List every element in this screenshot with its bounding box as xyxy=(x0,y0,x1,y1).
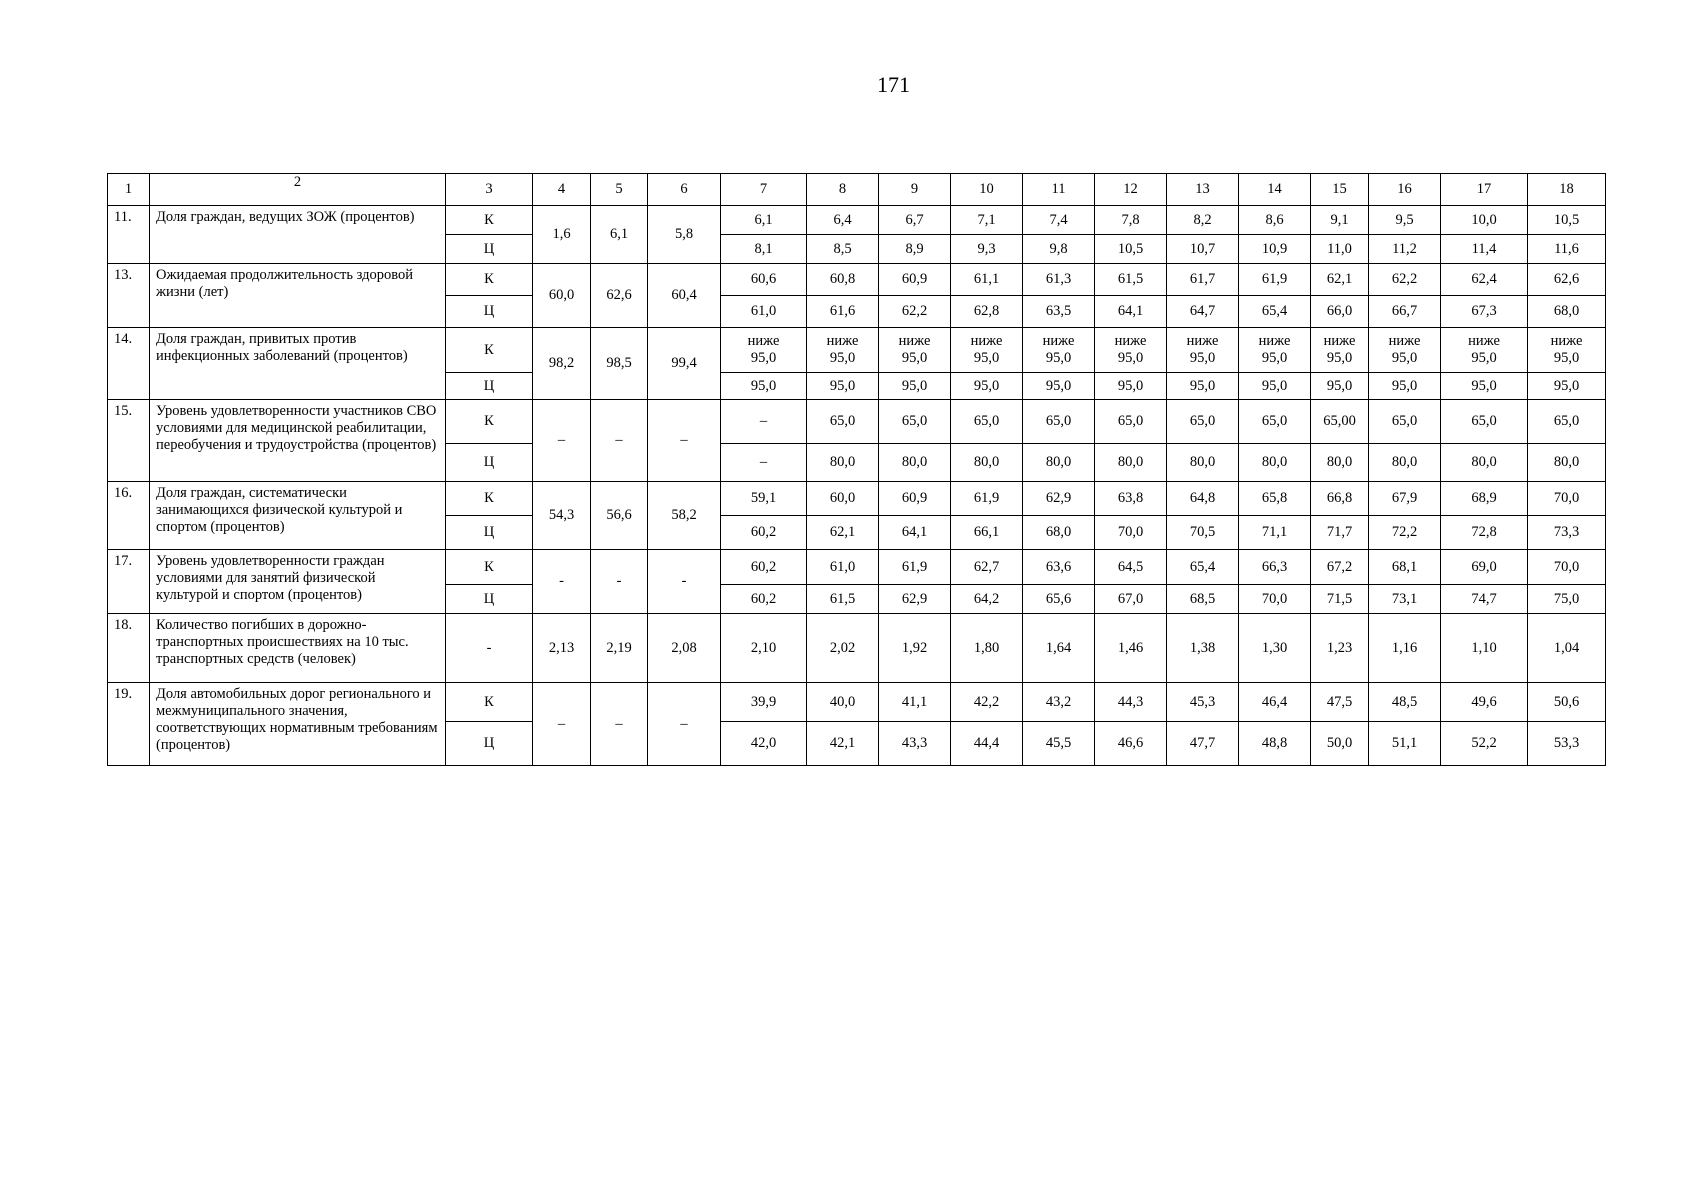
base-value: 56,6 xyxy=(591,482,648,550)
value-cell: 65,0 xyxy=(1095,400,1167,444)
table-row xyxy=(108,482,1606,516)
value-cell: 7,4 xyxy=(1023,206,1095,235)
base-value: 98,2 xyxy=(533,328,591,400)
value-cell: 45,5 xyxy=(1023,722,1095,766)
value-cell: 9,5 xyxy=(1369,206,1441,235)
value-cell: 63,5 xyxy=(1023,296,1095,328)
value-cell xyxy=(1239,328,1311,373)
type-c: Ц xyxy=(446,373,533,400)
value-cell: 62,2 xyxy=(879,296,951,328)
value-cell: 60,9 xyxy=(879,482,951,516)
value-cell: 67,9 xyxy=(1369,482,1441,516)
base-value: – xyxy=(533,683,591,766)
table-row xyxy=(108,206,1606,235)
header-cell: 14 xyxy=(1239,174,1311,206)
indicator-name: Доля граждан, ведущих ЗОЖ (процентов) xyxy=(150,206,446,264)
value-cell: 61,0 xyxy=(721,296,807,328)
value-cell: 10,5 xyxy=(1528,206,1606,235)
value-cell: 46,6 xyxy=(1095,722,1167,766)
value-cell: 1,80 xyxy=(951,614,1023,683)
value-cell: 61,0 xyxy=(807,550,879,585)
base-value: - xyxy=(648,550,721,614)
below-word: ниже xyxy=(1258,333,1291,349)
value-cell: 42,1 xyxy=(807,722,879,766)
value-cell: 60,0 xyxy=(807,482,879,516)
header-cell: 16 xyxy=(1369,174,1441,206)
value-cell: – xyxy=(721,400,807,444)
value-cell: 1,38 xyxy=(1167,614,1239,683)
value-cell xyxy=(807,328,879,373)
value-cell: 71,5 xyxy=(1311,585,1369,614)
row-number: 14. xyxy=(108,328,150,400)
value-number: 95,0 xyxy=(750,350,777,366)
value-cell: 48,5 xyxy=(1369,683,1441,722)
value-cell: 80,0 xyxy=(951,444,1023,482)
value-cell: 95,0 xyxy=(879,373,951,400)
value-cell: 67,2 xyxy=(1311,550,1369,585)
value-cell: 95,0 xyxy=(721,373,807,400)
header-cell: 10 xyxy=(951,174,1023,206)
header-cell: 15 xyxy=(1311,174,1369,206)
type-k: К xyxy=(446,683,533,722)
value-cell: 60,8 xyxy=(807,264,879,296)
value-cell: 1,46 xyxy=(1095,614,1167,683)
base-value: 5,8 xyxy=(648,206,721,264)
value-cell xyxy=(951,328,1023,373)
value-cell: 95,0 xyxy=(1369,373,1441,400)
value-cell: 41,1 xyxy=(879,683,951,722)
value-cell: 63,6 xyxy=(1023,550,1095,585)
header-cell: 1 xyxy=(108,174,150,206)
value-cell: 68,5 xyxy=(1167,585,1239,614)
value-cell: 66,1 xyxy=(951,516,1023,550)
value-cell: 2,10 xyxy=(721,614,807,683)
value-number: 95,0 xyxy=(1391,350,1418,366)
value-cell: 61,9 xyxy=(879,550,951,585)
below-word: ниже xyxy=(1186,333,1219,349)
value-cell: 80,0 xyxy=(1441,444,1528,482)
header-row xyxy=(108,174,1606,206)
header-cell: 2 xyxy=(150,174,446,206)
type-c: Ц xyxy=(446,722,533,766)
type-c: Ц xyxy=(446,444,533,482)
table-row xyxy=(108,328,1606,373)
value-number: 95,0 xyxy=(1261,350,1288,366)
value-cell: 44,4 xyxy=(951,722,1023,766)
value-number: 95,0 xyxy=(1045,350,1072,366)
below-word: ниже xyxy=(1468,333,1500,349)
header-cell: 3 xyxy=(446,174,533,206)
base-value: – xyxy=(591,683,648,766)
value-cell: 80,0 xyxy=(1167,444,1239,482)
value-cell: 65,4 xyxy=(1239,296,1311,328)
value-cell: 50,6 xyxy=(1528,683,1606,722)
value-cell: 48,8 xyxy=(1239,722,1311,766)
value-cell: 40,0 xyxy=(807,683,879,722)
value-cell: 62,9 xyxy=(879,585,951,614)
row-number: 17. xyxy=(108,550,150,614)
value-cell: 65,0 xyxy=(1369,400,1441,444)
value-cell: 65,0 xyxy=(807,400,879,444)
value-cell: 10,7 xyxy=(1167,235,1239,264)
row-number: 19. xyxy=(108,683,150,766)
value-cell: 64,1 xyxy=(879,516,951,550)
row-number: 16. xyxy=(108,482,150,550)
value-cell: 8,6 xyxy=(1239,206,1311,235)
value-cell: 73,3 xyxy=(1528,516,1606,550)
value-cell: 64,2 xyxy=(951,585,1023,614)
value-cell: 47,5 xyxy=(1311,683,1369,722)
base-value: – xyxy=(648,400,721,482)
value-cell: 95,0 xyxy=(1311,373,1369,400)
value-cell: 66,8 xyxy=(1311,482,1369,516)
table-row xyxy=(108,400,1606,444)
base-value: 1,6 xyxy=(533,206,591,264)
value-cell: 42,2 xyxy=(951,683,1023,722)
value-cell: 8,5 xyxy=(807,235,879,264)
value-cell: 61,6 xyxy=(807,296,879,328)
value-cell: 70,0 xyxy=(1095,516,1167,550)
value-cell: 80,0 xyxy=(1369,444,1441,482)
value-cell: 71,7 xyxy=(1311,516,1369,550)
value-cell: 70,0 xyxy=(1239,585,1311,614)
base-value: – xyxy=(533,400,591,482)
table-row xyxy=(108,614,1606,683)
value-cell: 1,23 xyxy=(1311,614,1369,683)
base-value: 99,4 xyxy=(648,328,721,400)
header-cell: 9 xyxy=(879,174,951,206)
value-cell: 68,0 xyxy=(1023,516,1095,550)
value-cell: 67,0 xyxy=(1095,585,1167,614)
value-cell: 65,8 xyxy=(1239,482,1311,516)
indicator-name: Доля автомобильных дорог регионального и межмуниципального значения, соответствующих нормативным требованиям (процентов) xyxy=(150,683,446,766)
value-cell: 52,2 xyxy=(1441,722,1528,766)
indicators-table xyxy=(107,173,1606,766)
value-cell: 60,2 xyxy=(721,516,807,550)
value-cell: 61,9 xyxy=(1239,264,1311,296)
value-cell: 64,1 xyxy=(1095,296,1167,328)
value-cell: 73,1 xyxy=(1369,585,1441,614)
value-cell: 65,0 xyxy=(879,400,951,444)
type-k: К xyxy=(446,482,533,516)
header-cell: 5 xyxy=(591,174,648,206)
value-cell: 46,4 xyxy=(1239,683,1311,722)
value-cell: 95,0 xyxy=(1023,373,1095,400)
base-value: 2,08 xyxy=(648,614,721,683)
type-k: К xyxy=(446,206,533,235)
type-c: Ц xyxy=(446,516,533,550)
value-cell: 80,0 xyxy=(807,444,879,482)
table-row xyxy=(108,683,1606,722)
base-value: 2,13 xyxy=(533,614,591,683)
value-cell: 95,0 xyxy=(1441,373,1528,400)
value-cell: 65,0 xyxy=(1441,400,1528,444)
value-cell: 7,1 xyxy=(951,206,1023,235)
value-cell: 68,1 xyxy=(1369,550,1441,585)
value-cell: 1,30 xyxy=(1239,614,1311,683)
value-cell: 6,1 xyxy=(721,206,807,235)
type-k: К xyxy=(446,264,533,296)
header-cell: 18 xyxy=(1528,174,1606,206)
type-c: Ц xyxy=(446,296,533,328)
value-number: 95,0 xyxy=(901,350,928,366)
table-row xyxy=(108,550,1606,585)
value-cell: 61,5 xyxy=(807,585,879,614)
value-cell xyxy=(1441,328,1528,373)
value-cell xyxy=(1311,328,1369,373)
base-value: - xyxy=(591,550,648,614)
header-cell: 8 xyxy=(807,174,879,206)
value-cell: 62,1 xyxy=(807,516,879,550)
below-word: ниже xyxy=(1114,333,1147,349)
value-cell: 62,4 xyxy=(1441,264,1528,296)
header-cell: 4 xyxy=(533,174,591,206)
base-value: – xyxy=(648,683,721,766)
value-cell: 74,7 xyxy=(1441,585,1528,614)
value-cell xyxy=(721,328,807,373)
value-cell: 65,6 xyxy=(1023,585,1095,614)
indicator-name: Количество погибших в дорожно-транспортных происшествиях на 10 тыс. транспортных средств (человек) xyxy=(150,614,446,683)
base-value: – xyxy=(591,400,648,482)
below-word: ниже xyxy=(826,333,859,349)
header-cell: 11 xyxy=(1023,174,1095,206)
value-cell: 62,2 xyxy=(1369,264,1441,296)
value-cell: 1,92 xyxy=(879,614,951,683)
value-cell: 50,0 xyxy=(1311,722,1369,766)
value-cell: 65,4 xyxy=(1167,550,1239,585)
value-cell: 39,9 xyxy=(721,683,807,722)
header-cell: 6 xyxy=(648,174,721,206)
value-number: 95,0 xyxy=(1553,350,1580,366)
row-number: 18. xyxy=(108,614,150,683)
value-cell: 69,0 xyxy=(1441,550,1528,585)
below-word: ниже xyxy=(970,333,1003,349)
row-number: 15. xyxy=(108,400,150,482)
base-value: - xyxy=(533,550,591,614)
value-cell: 8,2 xyxy=(1167,206,1239,235)
below-word: ниже xyxy=(1042,333,1075,349)
type-cell: - xyxy=(446,614,533,683)
value-cell: 9,1 xyxy=(1311,206,1369,235)
table-row xyxy=(108,264,1606,296)
value-cell: 6,7 xyxy=(879,206,951,235)
value-cell: 7,8 xyxy=(1095,206,1167,235)
value-cell: 10,0 xyxy=(1441,206,1528,235)
value-cell: 62,7 xyxy=(951,550,1023,585)
value-cell: 65,00 xyxy=(1311,400,1369,444)
header-cell: 12 xyxy=(1095,174,1167,206)
value-cell: 62,6 xyxy=(1528,264,1606,296)
value-cell: 80,0 xyxy=(879,444,951,482)
value-cell: 64,7 xyxy=(1167,296,1239,328)
value-cell: 66,3 xyxy=(1239,550,1311,585)
value-cell: 65,0 xyxy=(951,400,1023,444)
value-cell: 51,1 xyxy=(1369,722,1441,766)
value-cell: 80,0 xyxy=(1528,444,1606,482)
value-cell: 1,04 xyxy=(1528,614,1606,683)
value-number: 95,0 xyxy=(829,350,856,366)
value-cell: 47,7 xyxy=(1167,722,1239,766)
row-number: 11. xyxy=(108,206,150,264)
indicator-name: Доля граждан, привитых против инфекционных заболеваний (процентов) xyxy=(150,328,446,400)
value-cell: 63,8 xyxy=(1095,482,1167,516)
value-cell: 11,6 xyxy=(1528,235,1606,264)
value-cell: 64,5 xyxy=(1095,550,1167,585)
value-cell: 61,5 xyxy=(1095,264,1167,296)
value-cell: 44,3 xyxy=(1095,683,1167,722)
value-cell: 65,0 xyxy=(1167,400,1239,444)
value-cell: 66,0 xyxy=(1311,296,1369,328)
value-cell: 95,0 xyxy=(807,373,879,400)
value-cell: 95,0 xyxy=(1528,373,1606,400)
header-cell: 7 xyxy=(721,174,807,206)
value-cell xyxy=(1095,328,1167,373)
indicator-name: Доля граждан, систематически занимающихся физической культурой и спортом (процентов) xyxy=(150,482,446,550)
base-value: 58,2 xyxy=(648,482,721,550)
base-value: 98,5 xyxy=(591,328,648,400)
value-cell: 62,1 xyxy=(1311,264,1369,296)
below-word: ниже xyxy=(747,333,780,349)
value-cell xyxy=(1528,328,1606,373)
value-cell: 62,8 xyxy=(951,296,1023,328)
base-value: 6,1 xyxy=(591,206,648,264)
value-cell: 80,0 xyxy=(1023,444,1095,482)
row-number: 13. xyxy=(108,264,150,328)
indicator-name: Ожидаемая продолжительность здоровой жизни (лет) xyxy=(150,264,446,328)
value-cell: 71,1 xyxy=(1239,516,1311,550)
value-cell: 45,3 xyxy=(1167,683,1239,722)
value-cell: 9,3 xyxy=(951,235,1023,264)
value-cell: 80,0 xyxy=(1095,444,1167,482)
value-cell xyxy=(879,328,951,373)
below-word: ниже xyxy=(1323,333,1356,349)
base-value: 60,4 xyxy=(648,264,721,328)
value-cell: 95,0 xyxy=(1167,373,1239,400)
value-cell: 61,3 xyxy=(1023,264,1095,296)
value-cell: 72,8 xyxy=(1441,516,1528,550)
value-cell: 11,4 xyxy=(1441,235,1528,264)
value-cell: 70,0 xyxy=(1528,482,1606,516)
value-number: 95,0 xyxy=(973,350,1000,366)
value-cell: 65,0 xyxy=(1023,400,1095,444)
value-cell: 59,1 xyxy=(721,482,807,516)
value-cell: 11,2 xyxy=(1369,235,1441,264)
value-cell: 1,10 xyxy=(1441,614,1528,683)
value-cell: 60,2 xyxy=(721,585,807,614)
value-number: 95,0 xyxy=(1326,350,1353,366)
value-cell: 70,5 xyxy=(1167,516,1239,550)
value-cell: 67,3 xyxy=(1441,296,1528,328)
value-cell xyxy=(1167,328,1239,373)
value-cell: 70,0 xyxy=(1528,550,1606,585)
indicator-name: Уровень удовлетворенности граждан условиями для занятий физической культурой и спортом (процентов) xyxy=(150,550,446,614)
value-cell: 6,4 xyxy=(807,206,879,235)
value-cell: 42,0 xyxy=(721,722,807,766)
value-cell: 95,0 xyxy=(1239,373,1311,400)
value-cell: 95,0 xyxy=(951,373,1023,400)
value-cell: 9,8 xyxy=(1023,235,1095,264)
value-cell: 60,6 xyxy=(721,264,807,296)
value-cell: 65,0 xyxy=(1239,400,1311,444)
value-number: 95,0 xyxy=(1471,350,1497,366)
value-cell: 66,7 xyxy=(1369,296,1441,328)
value-cell: 95,0 xyxy=(1095,373,1167,400)
value-cell: 80,0 xyxy=(1239,444,1311,482)
value-cell: 53,3 xyxy=(1528,722,1606,766)
value-cell: 8,1 xyxy=(721,235,807,264)
value-cell: 49,6 xyxy=(1441,683,1528,722)
value-cell: – xyxy=(721,444,807,482)
value-cell: 43,3 xyxy=(879,722,951,766)
type-k: К xyxy=(446,550,533,585)
value-cell: 60,2 xyxy=(721,550,807,585)
value-cell: 68,0 xyxy=(1528,296,1606,328)
value-cell: 61,7 xyxy=(1167,264,1239,296)
page-number: 171 xyxy=(877,72,910,97)
value-cell: 10,9 xyxy=(1239,235,1311,264)
base-value: 60,0 xyxy=(533,264,591,328)
below-word: ниже xyxy=(1388,333,1421,349)
value-cell: 62,9 xyxy=(1023,482,1095,516)
below-word: ниже xyxy=(1550,333,1583,349)
value-cell: 60,9 xyxy=(879,264,951,296)
type-k: К xyxy=(446,328,533,373)
header-cell: 17 xyxy=(1441,174,1528,206)
type-c: Ц xyxy=(446,585,533,614)
value-cell: 64,8 xyxy=(1167,482,1239,516)
base-value: 62,6 xyxy=(591,264,648,328)
value-cell: 65,0 xyxy=(1528,400,1606,444)
value-cell: 72,2 xyxy=(1369,516,1441,550)
base-value: 54,3 xyxy=(533,482,591,550)
value-cell: 1,64 xyxy=(1023,614,1095,683)
value-cell xyxy=(1369,328,1441,373)
value-cell: 2,02 xyxy=(807,614,879,683)
value-cell xyxy=(1023,328,1095,373)
value-cell: 43,2 xyxy=(1023,683,1095,722)
header-cell: 13 xyxy=(1167,174,1239,206)
value-cell: 75,0 xyxy=(1528,585,1606,614)
value-number: 95,0 xyxy=(1117,350,1144,366)
value-cell: 8,9 xyxy=(879,235,951,264)
below-word: ниже xyxy=(898,333,931,349)
type-k: К xyxy=(446,400,533,444)
value-number: 95,0 xyxy=(1189,350,1216,366)
value-cell: 61,9 xyxy=(951,482,1023,516)
value-cell: 1,16 xyxy=(1369,614,1441,683)
value-cell: 80,0 xyxy=(1311,444,1369,482)
value-cell: 10,5 xyxy=(1095,235,1167,264)
type-c: Ц xyxy=(446,235,533,264)
value-cell: 68,9 xyxy=(1441,482,1528,516)
value-cell: 11,0 xyxy=(1311,235,1369,264)
base-value: 2,19 xyxy=(591,614,648,683)
indicator-name: Уровень удовлетворенности участников СВО условиями для медицинской реабилитации, переобучения и трудоустройства (процентов) xyxy=(150,400,446,482)
value-cell: 61,1 xyxy=(951,264,1023,296)
